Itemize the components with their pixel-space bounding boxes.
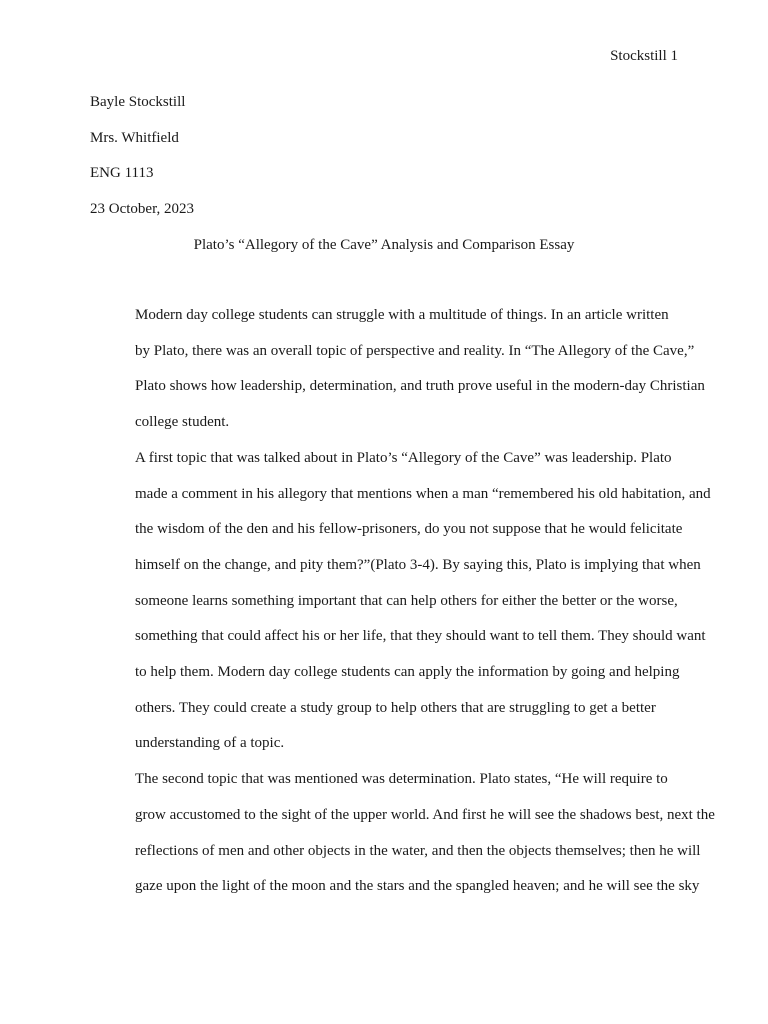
text-line: grow accustomed to the sight of the upper world. And first he will see the shadows best, next the bbox=[135, 806, 715, 823]
essay-body bbox=[90, 298, 715, 905]
text-line: The second topic that was mentioned was determination. Plato states, “He will require to bbox=[135, 771, 668, 788]
text-line: A first topic that was talked about in Plato’s “Allegory of the Cave” was leadership. Plato bbox=[135, 449, 672, 466]
text-line: Plato shows how leadership, determination, and truth prove useful in the modern-day Christian bbox=[135, 378, 705, 395]
text-line: others. They could create a study group to help others that are struggling to get a better bbox=[135, 699, 656, 716]
text-line: college student. bbox=[135, 414, 230, 431]
text-line: the wisdom of the den and his fellow-prisoners, do you not suppose that he would felicitate bbox=[135, 521, 683, 538]
text-line: himself on the change, and pity them?”(Plato 3-4). By saying this, Plato is implying that when bbox=[135, 556, 701, 573]
mla-heading bbox=[90, 93, 678, 235]
text-line: understanding of a topic. bbox=[135, 735, 285, 752]
text-line: to help them. Modern day college students can apply the information by going and helping bbox=[135, 664, 680, 681]
text-line: made a comment in his allegory that mentions when a man “remembered his old habitation, and bbox=[135, 485, 711, 502]
text-line: by Plato, there was an overall topic of perspective and reality. In “The Allegory of the Cave,” bbox=[135, 342, 695, 359]
text-line: something that could affect his or her life, that they should want to tell them. They should want bbox=[135, 628, 706, 645]
course-name: ENG 1113 bbox=[90, 165, 154, 182]
paragraph bbox=[90, 298, 705, 441]
paragraph bbox=[90, 441, 711, 762]
page-header: Stockstill 1 bbox=[610, 48, 678, 64]
essay-title: Plato’s “Allegory of the Cave” Analysis and Comparison Essay bbox=[193, 237, 575, 253]
student-name: Bayle Stockstill bbox=[90, 94, 186, 110]
essay-date: 23 October, 2023 bbox=[90, 200, 194, 217]
text-line: reflections of men and other objects in the water, and then the objects themselves; then he will bbox=[135, 842, 701, 859]
instructor-name: Mrs. Whitfield bbox=[90, 129, 179, 146]
text-line: Modern day college students can struggle with a multitude of things. In an article written bbox=[135, 307, 669, 323]
paragraph bbox=[90, 762, 715, 905]
text-line: gaze upon the light of the moon and the stars and the spangled heaven; and he will see the sky bbox=[135, 878, 700, 895]
text-line: someone learns something important that can help others for either the better or the worse, bbox=[135, 592, 678, 609]
